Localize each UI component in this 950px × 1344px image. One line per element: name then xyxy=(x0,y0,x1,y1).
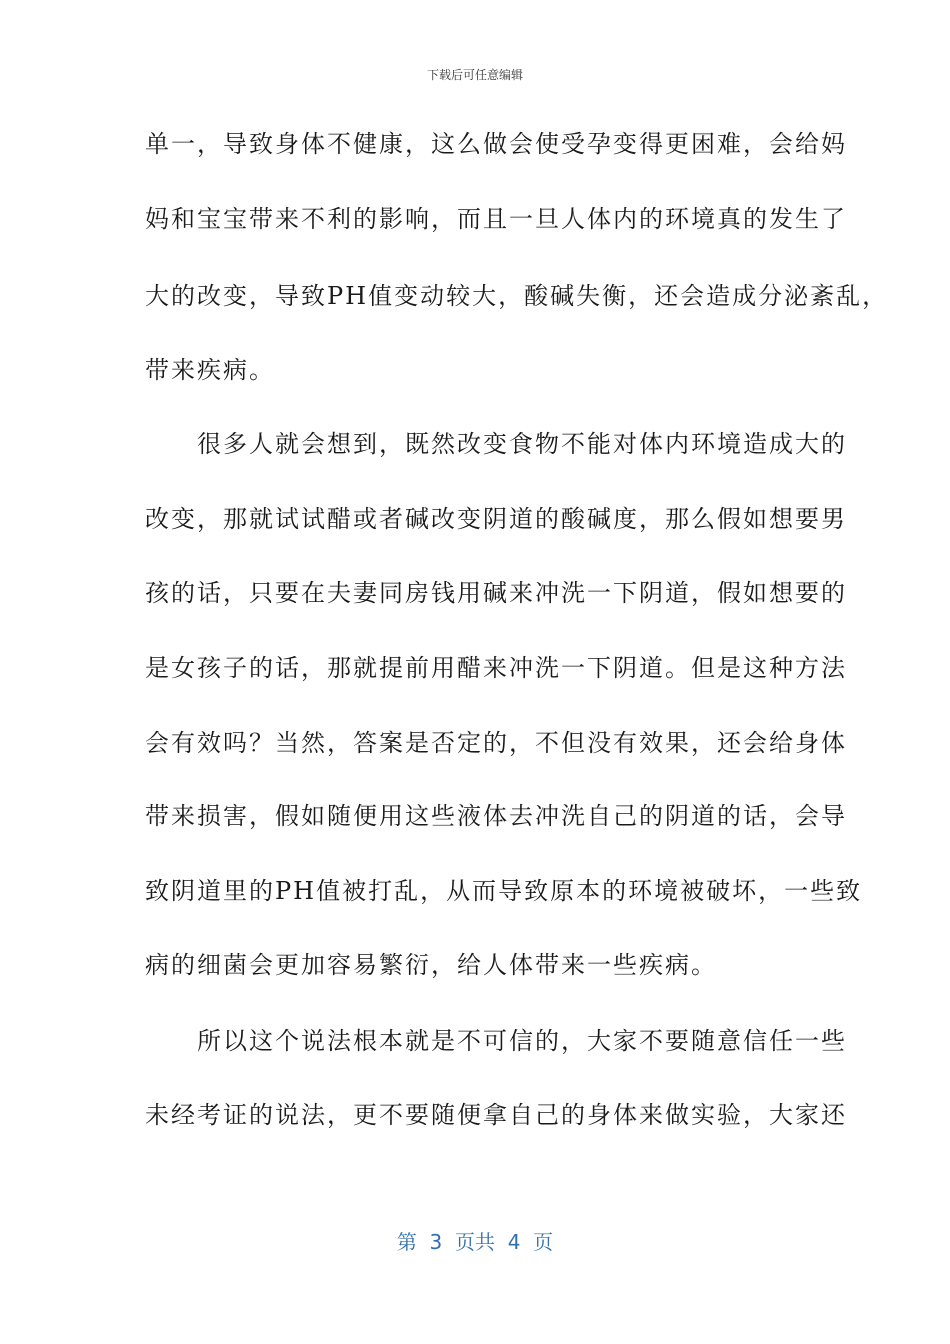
text-line: 会有效吗？当然，答案是否定的，不但没有效果，还会给身体 xyxy=(145,729,847,757)
text-line: 致阴道里的PH值被打乱，从而导致原本的环境被破坏，一些致 xyxy=(145,877,863,905)
text-line: 带来损害，假如随便用这些液体去冲洗自己的阴道的话，会导 xyxy=(145,802,847,830)
text-line: 是女孩子的话，那就提前用醋来冲洗一下阴道。但是这种方法 xyxy=(145,654,847,682)
page-header: 下载后可任意编辑 xyxy=(426,68,523,82)
page-footer: 第 3 页共 4 页 xyxy=(396,1230,554,1254)
text-line: 未经考证的说法，更不要随便拿自己的身体来做实验，大家还 xyxy=(145,1101,847,1129)
text-line: 妈和宝宝带来不利的影响，而且一旦人体内的环境真的发生了 xyxy=(145,205,847,233)
text-line: 病的细菌会更加容易繁衍，给人体带来一些疾病。 xyxy=(145,951,717,979)
text-line: 孩的话，只要在夫妻同房钱用碱来冲洗一下阴道，假如想要的 xyxy=(145,579,847,607)
text-line: 单一，导致身体不健康，这么做会使受孕变得更困难，会给妈 xyxy=(145,130,847,158)
text-line: 很多人就会想到，既然改变食物不能对体内环境造成大的 xyxy=(145,430,847,458)
text-line: 大的改变，导致PH值变动较大，酸碱失衡，还会造成分泌紊乱， xyxy=(145,282,889,310)
text-line: 改变，那就试试醋或者碱改变阴道的酸碱度，那么假如想要男 xyxy=(145,505,847,533)
text-line: 所以这个说法根本就是不可信的，大家不要随意信任一些 xyxy=(145,1027,847,1055)
text-line: 带来疾病。 xyxy=(145,356,275,384)
